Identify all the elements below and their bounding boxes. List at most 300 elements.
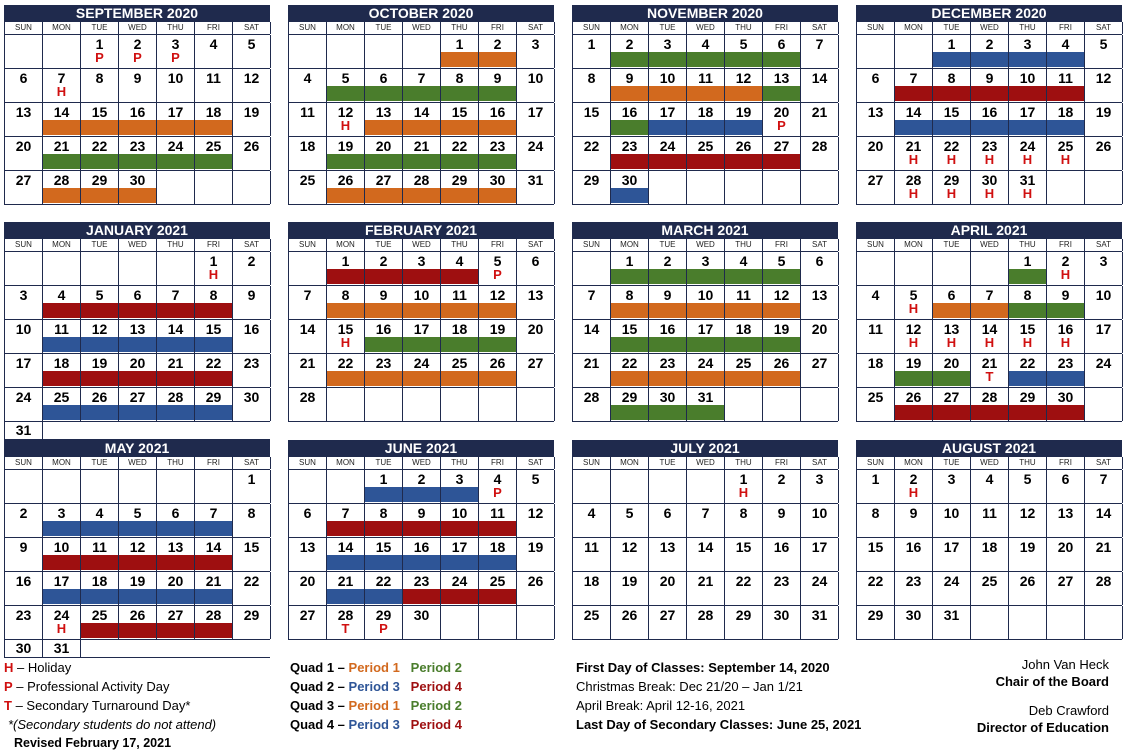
weekday-label: FRI xyxy=(1047,22,1085,34)
quad-bar-q1 xyxy=(725,86,762,101)
week-row xyxy=(289,319,554,353)
day-cell xyxy=(233,572,271,605)
day-cell xyxy=(479,69,517,102)
empty-cell xyxy=(573,470,611,503)
quad-bar-q2 xyxy=(327,154,364,169)
day-number: 9 xyxy=(19,539,28,555)
day-number: 24 xyxy=(1095,355,1112,371)
empty-cell xyxy=(157,470,195,503)
quad-bar-q1 xyxy=(327,303,364,318)
quad-bar-q2 xyxy=(611,337,648,352)
day-cell xyxy=(611,606,649,639)
quad-bar-q4 xyxy=(933,405,970,420)
day-number: 31 xyxy=(15,422,32,438)
day-cell xyxy=(233,538,271,571)
calendar-september-2020 xyxy=(4,5,270,205)
day-cell xyxy=(763,252,801,285)
quad-bar-q3 xyxy=(687,120,724,135)
day-number: 12 xyxy=(735,70,752,86)
day-cell xyxy=(119,35,157,68)
day-cell xyxy=(233,606,271,639)
empty-cell xyxy=(517,388,555,421)
quad-bar-q2 xyxy=(687,405,724,420)
quad-bar-q4 xyxy=(195,555,232,570)
empty-cell xyxy=(327,35,365,68)
day-number: 11 xyxy=(206,70,221,86)
day-marker: H xyxy=(340,335,351,350)
day-cell xyxy=(573,69,611,102)
day-cell xyxy=(971,171,1009,204)
day-cell xyxy=(725,35,763,68)
day-number: 18 xyxy=(867,355,884,371)
day-cell xyxy=(725,470,763,503)
day-cell xyxy=(403,252,441,285)
weekday-label: FRI xyxy=(763,239,801,251)
day-cell xyxy=(933,137,971,170)
day-cell xyxy=(1009,171,1047,204)
day-cell xyxy=(895,470,933,503)
day-number: 6 xyxy=(663,505,672,521)
weekday-label: FRI xyxy=(195,457,233,469)
week-row xyxy=(5,537,270,571)
day-number: 22 xyxy=(735,573,752,589)
quad-bar-q2 xyxy=(763,52,800,67)
day-number: 21 xyxy=(167,355,184,371)
quad-bar-q4 xyxy=(195,623,232,638)
day-number: 6 xyxy=(171,505,180,521)
day-cell xyxy=(895,538,933,571)
quad-bar-q3 xyxy=(365,555,402,570)
quad-bar-q4 xyxy=(725,154,762,169)
day-marker: H xyxy=(908,335,919,350)
day-cell xyxy=(365,137,403,170)
day-number: 31 xyxy=(53,640,70,656)
day-number: 27 xyxy=(527,355,544,371)
empty-cell xyxy=(895,35,933,68)
quad-bar-q3 xyxy=(971,52,1008,67)
day-cell xyxy=(517,69,555,102)
day-cell xyxy=(1047,320,1085,353)
day-cell xyxy=(441,252,479,285)
month-grid xyxy=(856,251,1122,422)
day-cell xyxy=(971,286,1009,319)
day-number: 15 xyxy=(943,104,960,120)
day-number: 4 xyxy=(95,505,104,521)
week-row xyxy=(573,537,838,571)
week-row xyxy=(857,571,1122,605)
empty-cell xyxy=(157,252,195,285)
week-row xyxy=(289,503,554,537)
day-number: 8 xyxy=(247,505,256,521)
weekday-label: SAT xyxy=(801,239,839,251)
legend-turn-text: – Secondary Turnaround Day* xyxy=(11,698,191,713)
day-cell xyxy=(801,286,839,319)
legend-quad-4 xyxy=(290,715,462,734)
day-number: 3 xyxy=(417,253,426,269)
day-number: 8 xyxy=(341,287,350,303)
day-cell xyxy=(5,354,43,387)
empty-cell xyxy=(289,35,327,68)
day-cell xyxy=(649,388,687,421)
day-cell xyxy=(441,470,479,503)
empty-cell xyxy=(43,422,81,439)
week-row xyxy=(857,537,1122,571)
day-number: 28 xyxy=(583,389,600,405)
day-cell xyxy=(1047,103,1085,136)
day-cell xyxy=(479,320,517,353)
day-number: 21 xyxy=(583,355,600,371)
day-number: 17 xyxy=(53,573,70,589)
day-cell xyxy=(289,137,327,170)
weekday-label: TUE xyxy=(649,239,687,251)
day-number: 11 xyxy=(1058,70,1073,86)
quad-bar-q4 xyxy=(365,521,402,536)
empty-cell xyxy=(365,35,403,68)
empty-cell xyxy=(327,470,365,503)
day-number: 28 xyxy=(205,607,222,623)
empty-cell xyxy=(479,388,517,421)
day-cell xyxy=(763,103,801,136)
day-cell xyxy=(725,606,763,639)
day-number: 3 xyxy=(701,253,710,269)
day-cell xyxy=(801,538,839,571)
day-number: 22 xyxy=(1019,355,1036,371)
weekday-label: FRI xyxy=(195,22,233,34)
day-cell xyxy=(119,320,157,353)
day-cell xyxy=(327,572,365,605)
quad-bar-q2 xyxy=(365,86,402,101)
day-cell xyxy=(1009,572,1047,605)
week-row xyxy=(857,68,1122,102)
week-row xyxy=(573,170,838,204)
weekday-label: THU xyxy=(725,239,763,251)
day-cell xyxy=(233,388,271,421)
weekday-label: TUE xyxy=(81,239,119,251)
weekday-label: WED xyxy=(687,239,725,251)
day-number: 22 xyxy=(337,355,354,371)
quad-bar-q4 xyxy=(441,521,478,536)
quad-bar-q2 xyxy=(611,269,648,284)
weekday-label: FRI xyxy=(195,239,233,251)
day-number: 30 xyxy=(981,172,998,188)
revised-date: Revised February 17, 2021 xyxy=(14,736,172,750)
day-cell xyxy=(81,538,119,571)
quad-bar-q2 xyxy=(403,337,440,352)
director-name: Deb Crawford xyxy=(1028,703,1109,718)
quad-bar-q4 xyxy=(441,589,478,604)
day-number: 23 xyxy=(15,607,32,623)
day-cell xyxy=(687,252,725,285)
day-cell xyxy=(119,286,157,319)
legend-pa-key: P xyxy=(4,679,13,694)
day-number: 23 xyxy=(981,138,998,154)
day-number: 5 xyxy=(341,70,350,86)
day-cell xyxy=(81,69,119,102)
day-number: 9 xyxy=(777,505,786,521)
day-cell xyxy=(233,103,271,136)
day-cell xyxy=(611,35,649,68)
day-number: 29 xyxy=(375,607,392,623)
week-row xyxy=(289,102,554,136)
day-number: 16 xyxy=(621,104,638,120)
day-cell xyxy=(971,137,1009,170)
day-cell xyxy=(1047,504,1085,537)
empty-cell xyxy=(119,470,157,503)
day-cell xyxy=(649,286,687,319)
day-cell xyxy=(403,69,441,102)
day-number: 28 xyxy=(697,607,714,623)
weekday-header xyxy=(4,239,270,251)
empty-cell xyxy=(5,35,43,68)
empty-cell xyxy=(81,470,119,503)
day-number: 20 xyxy=(15,138,32,154)
day-cell xyxy=(441,320,479,353)
day-number: 19 xyxy=(1095,104,1112,120)
week-row xyxy=(857,503,1122,537)
day-cell xyxy=(573,572,611,605)
day-cell xyxy=(763,286,801,319)
quad-period-b: Period 4 xyxy=(410,717,462,732)
empty-cell xyxy=(801,171,839,204)
quad-bar-q2 xyxy=(725,52,762,67)
weekday-label: WED xyxy=(403,239,441,251)
day-number: 5 xyxy=(1023,471,1032,487)
quad-bar-q1 xyxy=(611,303,648,318)
day-cell xyxy=(687,137,725,170)
month-grid xyxy=(288,251,554,422)
day-cell xyxy=(119,504,157,537)
day-marker: H xyxy=(946,186,957,201)
quad-bar-q1 xyxy=(479,52,516,67)
day-marker: H xyxy=(984,152,995,167)
day-number: 15 xyxy=(337,321,354,337)
day-cell xyxy=(479,572,517,605)
day-number: 20 xyxy=(773,104,790,120)
quad-bar-q1 xyxy=(81,188,118,203)
empty-cell xyxy=(365,388,403,421)
day-cell xyxy=(403,137,441,170)
day-number: 22 xyxy=(583,138,600,154)
day-number: 27 xyxy=(1057,573,1074,589)
day-cell xyxy=(687,286,725,319)
day-cell xyxy=(289,504,327,537)
day-number: 8 xyxy=(1023,287,1032,303)
weekday-label: TUE xyxy=(933,239,971,251)
day-cell xyxy=(1047,538,1085,571)
quad-bar-q4 xyxy=(895,405,932,420)
day-number: 19 xyxy=(337,138,354,154)
empty-cell xyxy=(5,470,43,503)
day-number: 21 xyxy=(811,104,828,120)
day-number: 11 xyxy=(982,505,997,521)
week-row xyxy=(573,571,838,605)
day-cell xyxy=(1009,35,1047,68)
quad-bar-q2 xyxy=(611,120,648,135)
day-number: 20 xyxy=(867,138,884,154)
day-number: 28 xyxy=(811,138,828,154)
weekday-label: SUN xyxy=(573,22,611,34)
day-number: 13 xyxy=(811,287,828,303)
day-cell xyxy=(763,504,801,537)
weekday-header xyxy=(288,22,554,34)
week-row xyxy=(5,605,270,639)
quad-bar-q3 xyxy=(81,405,118,420)
day-cell xyxy=(687,572,725,605)
empty-cell xyxy=(725,388,763,421)
day-cell xyxy=(233,470,271,503)
weekday-header xyxy=(288,239,554,251)
weekday-label: SAT xyxy=(1085,457,1123,469)
week-row xyxy=(573,285,838,319)
quad-bar-q2 xyxy=(1009,303,1046,318)
day-number: 10 xyxy=(1019,70,1036,86)
day-number: 24 xyxy=(15,389,32,405)
day-number: 25 xyxy=(867,389,884,405)
day-cell xyxy=(365,69,403,102)
day-number: 1 xyxy=(739,471,748,487)
day-number: 20 xyxy=(167,573,184,589)
calendar-august-2021 xyxy=(856,440,1122,640)
day-marker: H xyxy=(208,267,219,282)
day-cell xyxy=(441,103,479,136)
day-number: 11 xyxy=(300,104,315,120)
quad-bar-q2 xyxy=(365,337,402,352)
day-cell xyxy=(157,69,195,102)
day-number: 23 xyxy=(773,573,790,589)
quad-bar-q1 xyxy=(649,86,686,101)
day-cell xyxy=(763,354,801,387)
day-number: 7 xyxy=(341,505,350,521)
weekday-label: SAT xyxy=(517,22,555,34)
quad-bar-q2 xyxy=(327,86,364,101)
day-cell xyxy=(895,572,933,605)
day-number: 24 xyxy=(697,355,714,371)
day-number: 21 xyxy=(1095,539,1112,555)
day-cell xyxy=(1009,388,1047,421)
day-number: 23 xyxy=(1057,355,1074,371)
empty-cell xyxy=(611,470,649,503)
quad-bar-q1 xyxy=(157,120,194,135)
empty-cell xyxy=(1085,606,1123,639)
quad-bar-q4 xyxy=(1009,86,1046,101)
empty-cell xyxy=(441,606,479,639)
day-number: 5 xyxy=(247,36,256,52)
quad-bar-q3 xyxy=(1009,120,1046,135)
day-cell xyxy=(971,388,1009,421)
week-row xyxy=(5,170,270,204)
day-cell xyxy=(573,606,611,639)
day-cell xyxy=(649,69,687,102)
weekday-header xyxy=(856,457,1122,469)
day-number: 27 xyxy=(773,138,790,154)
quad-bar-q3 xyxy=(195,405,232,420)
day-cell xyxy=(517,470,555,503)
week-row xyxy=(573,387,838,421)
day-cell xyxy=(611,388,649,421)
quad-bar-q4 xyxy=(1047,405,1084,420)
day-number: 12 xyxy=(773,287,790,303)
day-number: 17 xyxy=(1095,321,1112,337)
day-cell xyxy=(573,388,611,421)
day-number: 17 xyxy=(413,321,430,337)
quad-bar-q3 xyxy=(157,337,194,352)
day-cell xyxy=(725,320,763,353)
week-row xyxy=(289,387,554,421)
weekday-label: SAT xyxy=(1085,22,1123,34)
day-number: 19 xyxy=(129,573,146,589)
week-row xyxy=(857,387,1122,421)
day-number: 29 xyxy=(867,607,884,623)
signatures xyxy=(977,656,1109,736)
day-cell xyxy=(233,69,271,102)
day-number: 7 xyxy=(815,36,824,52)
quad-bar-q2 xyxy=(687,269,724,284)
day-cell xyxy=(857,286,895,319)
quad-bar-q4 xyxy=(327,521,364,536)
day-cell xyxy=(403,320,441,353)
day-number: 11 xyxy=(54,321,69,337)
day-number: 5 xyxy=(133,505,142,521)
day-cell xyxy=(611,354,649,387)
quad-bar-q2 xyxy=(365,154,402,169)
day-cell xyxy=(81,388,119,421)
quad-period-b: Period 2 xyxy=(410,698,462,713)
day-number: 14 xyxy=(167,321,184,337)
day-number: 12 xyxy=(129,539,146,555)
day-number: 8 xyxy=(379,505,388,521)
day-number: 23 xyxy=(413,573,430,589)
legend-quads xyxy=(290,658,462,734)
day-number: 29 xyxy=(451,172,468,188)
empty-cell xyxy=(649,470,687,503)
day-cell xyxy=(1085,504,1123,537)
quad-period-b: Period 4 xyxy=(410,679,462,694)
day-cell xyxy=(725,286,763,319)
weekday-label: WED xyxy=(971,22,1009,34)
day-cell xyxy=(895,137,933,170)
quad-bar-q4 xyxy=(403,521,440,536)
day-cell xyxy=(1047,35,1085,68)
day-number: 14 xyxy=(205,539,222,555)
day-number: 28 xyxy=(413,172,430,188)
day-number: 6 xyxy=(947,287,956,303)
day-number: 31 xyxy=(697,389,714,405)
day-cell xyxy=(1047,137,1085,170)
day-number: 21 xyxy=(413,138,430,154)
first-day-of-classes: First Day of Classes: September 14, 2020 xyxy=(576,660,830,675)
day-cell xyxy=(725,538,763,571)
day-marker: H xyxy=(908,186,919,201)
week-row xyxy=(289,571,554,605)
day-cell xyxy=(971,103,1009,136)
month-grid xyxy=(288,34,554,205)
day-number: 5 xyxy=(909,287,918,303)
day-cell xyxy=(1009,286,1047,319)
week-row xyxy=(289,469,554,503)
quad-bar-q2 xyxy=(725,269,762,284)
quad-bar-q2 xyxy=(649,52,686,67)
weekday-label: SUN xyxy=(289,457,327,469)
weekday-label: SUN xyxy=(5,22,43,34)
day-cell xyxy=(403,354,441,387)
day-number: 15 xyxy=(205,321,222,337)
day-number: 27 xyxy=(129,389,146,405)
day-number: 29 xyxy=(943,172,960,188)
day-cell xyxy=(81,171,119,204)
legend-pa-text: – Professional Activity Day xyxy=(12,679,170,694)
weekday-label: TUE xyxy=(649,457,687,469)
quad-bar-q2 xyxy=(195,154,232,169)
